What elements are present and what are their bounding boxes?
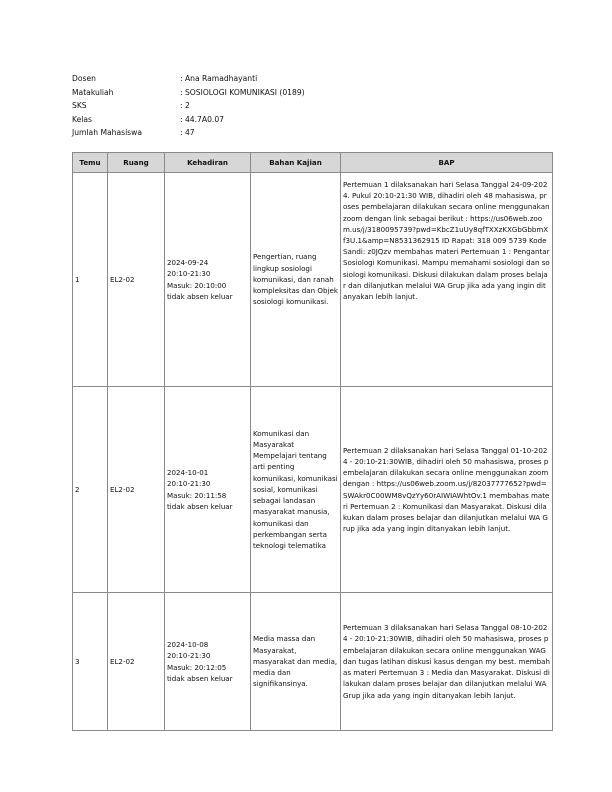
table-row <box>73 387 553 593</box>
kehadiran-keluar: tidak absen keluar <box>167 501 233 511</box>
cell-kehadiran <box>165 173 251 387</box>
cell-temu: 2 <box>73 387 108 593</box>
table-header-row <box>73 153 553 173</box>
cell-kehadiran <box>165 593 251 731</box>
cell-bahan-kajian: Komunikasi dan Masyarakat Mempelajari tentang arti penting komunikasi, komunikasi sosial, komunikasi sebagai landasan masyarakat manusia, komunikasi dan perkembangan serta teknologi telematika <box>251 387 341 593</box>
info-label: Matakuliah <box>72 87 114 97</box>
header-temu: Temu <box>73 153 108 173</box>
info-value: : 44.7A0.07 <box>180 114 224 124</box>
kehadiran-masuk: Masuk: 20:11:58 <box>167 490 227 500</box>
cell-bap: Pertemuan 3 dilaksanakan hari Selasa Tanggal 08-10-2024 - 20:10-21:30WIB, dihadiri oleh 50 mahasiswa, proses pembelajaran dilakukan secara online menggunakan WAG dan tugas latihan diskusi kasus dengan my best. membahas materi Pertemuan 3 : Media dan Masyarakat. Diskusi dilakukan dalam proses belajar dan dilanjutkan melalui WA Grup jika ada yang ingin ditanyakan lebih lanjut. <box>341 593 553 731</box>
cell-bap: Pertemuan 2 dilaksanakan hari Selasa Tanggal 01-10-2024 - 20:10-21:30WIB, dihadiri oleh 50 mahasiswa, proses pembelajaran dilakukan secara online menggunakan zoom dengan : https://us06web.zoom.us/j/82037777652?pwd=SWAkr0C00WM8vQzYy60rAIWIAWhtOv.1 membahas materi Pertemuan 2 : Komunikasi dan Masyarakat. Diskusi dilakukan dalam proses belajar dan dilanjutkan melalui WA Grup jika ada yang ingin ditanyakan lebih lanjut. <box>341 387 553 593</box>
kehadiran-time: 20:10-21:30 <box>167 651 211 661</box>
header-bap: BAP <box>341 153 553 173</box>
info-row-jumlah-mahasiswa <box>72 126 305 140</box>
cell-kehadiran <box>165 387 251 593</box>
info-value: : 47 <box>180 128 195 138</box>
info-label: Jumlah Mahasiswa <box>72 128 142 138</box>
kehadiran-time: 20:10-21:30 <box>167 269 211 279</box>
cell-ruang: EL2-02 <box>108 387 165 593</box>
info-row-sks <box>72 99 305 113</box>
kehadiran-date: 2024-09-24 <box>167 258 209 268</box>
cell-bap: Pertemuan 1 dilaksanakan hari Selasa Tanggal 24-09-2024. Pukul 20:10-21:30 WIB, dihadiri oleh 48 mahasiswa, proses pembelajaran dilakukan secara online menggunakan zoom dengan link sebagai berikut : https://us06web.zoom.us/j/3180095739?pwd=KbcZ1uUy8qfTXXzKXGbGbbmXf3U.1&amp=N8531362915 ID Rapat: 318 009 5739 Kode Sandi: z0JQzv membahas materi Pertemuan 1 : Pengantar Sosiologi Komunikasi. Mampu memahami sosiologi dan sosiologi komunikasi. Diskusi dilakukan dalam proses belajar dan dilanjutkan melalui WA Grup jika ada yang ingin ditanyakan lebih lanjut. <box>341 173 553 387</box>
kehadiran-date: 2024-10-08 <box>167 640 209 650</box>
table-row <box>73 593 553 731</box>
info-row-matakuliah <box>72 86 305 100</box>
header-ruang: Ruang <box>108 153 165 173</box>
kehadiran-time: 20:10-21:30 <box>167 479 211 489</box>
header-bahan-kajian: Bahan Kajian <box>251 153 341 173</box>
cell-ruang: EL2-02 <box>108 173 165 387</box>
cell-ruang: EL2-02 <box>108 593 165 731</box>
attendance-table <box>72 152 553 731</box>
info-row-dosen <box>72 72 305 86</box>
course-info <box>72 72 305 140</box>
info-value: : 2 <box>180 101 190 111</box>
info-label: Dosen <box>72 74 96 83</box>
cell-temu: 1 <box>73 173 108 387</box>
kehadiran-masuk: Masuk: 20:10:00 <box>167 280 227 290</box>
table-row <box>73 173 553 387</box>
header-kehadiran: Kehadiran <box>165 153 251 173</box>
info-label: Kelas <box>72 114 92 124</box>
cell-bahan-kajian: Media massa dan Masyarakat, masyarakat dan media, media dan signifikansinya. <box>251 593 341 731</box>
info-value: : Ana Ramadhayanti <box>180 74 258 83</box>
info-label: SKS <box>72 101 87 111</box>
kehadiran-keluar: tidak absen keluar <box>167 673 233 683</box>
cell-bahan-kajian: Pengertian, ruang lingkup sosiologi komunikasi, dan ranah kompleksitas dan Objek sosiologi komunikasi. <box>251 173 341 387</box>
kehadiran-keluar: tidak absen keluar <box>167 291 233 301</box>
info-value: : SOSIOLOGI KOMUNIKASI (0189) <box>180 87 305 97</box>
cell-temu: 3 <box>73 593 108 731</box>
kehadiran-masuk: Masuk: 20:12:05 <box>167 662 227 672</box>
info-row-kelas <box>72 113 305 127</box>
kehadiran-date: 2024-10-01 <box>167 468 209 478</box>
